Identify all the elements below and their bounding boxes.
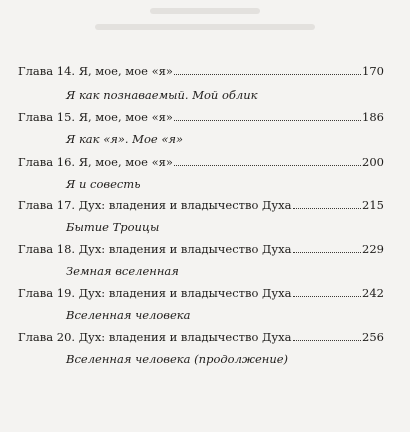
chapter-title: Глава 15. Я, мое, мое «я» [18,110,173,124]
page-number: 186 [362,110,384,124]
chapter-subtitle: Я как «я». Мое «я» [66,132,184,146]
chapter-subtitle: Земная вселенная [66,264,179,278]
page-number: 256 [362,330,384,344]
page-number: 200 [362,155,384,169]
chapter-title: Глава 20. Дух: владения и владычество Духа [18,330,292,344]
chapter-line [18,280,384,300]
page-number: 229 [362,242,384,256]
chapter-line [18,149,384,169]
chapter-title: Глава 16. Я, мое, мое «я» [18,155,173,169]
chapter-line [18,104,384,124]
show-through-text [0,4,410,44]
chapter-line [18,324,384,344]
chapter-subtitle: Вселенная человека (продолжение) [66,352,289,366]
chapter-subtitle: Вселенная человека [66,308,191,322]
chapter-subtitle: Бытие Троицы [66,220,160,234]
leader-dots [174,120,361,121]
chapter-subtitle: Я как познаваемый. Мой облик [66,88,258,102]
leader-dots [174,74,361,75]
page-number: 215 [362,198,384,212]
chapter-subtitle: Я и совесть [66,177,141,191]
chapter-line [18,192,384,212]
page-number: 170 [362,64,384,78]
chapter-title: Глава 18. Дух: владения и владычество Духа [18,242,292,256]
chapter-line [18,58,384,78]
page-number: 242 [362,286,384,300]
leader-dots [293,340,362,341]
chapter-line [18,236,384,256]
leader-dots [293,208,362,209]
chapter-title: Глава 17. Дух: владения и владычество Духа [18,198,292,212]
leader-dots [293,252,362,253]
chapter-title: Глава 19. Дух: владения и владычество Духа [18,286,292,300]
leader-dots [174,165,361,166]
leader-dots [293,296,362,297]
chapter-title: Глава 14. Я, мое, мое «я» [18,64,173,78]
